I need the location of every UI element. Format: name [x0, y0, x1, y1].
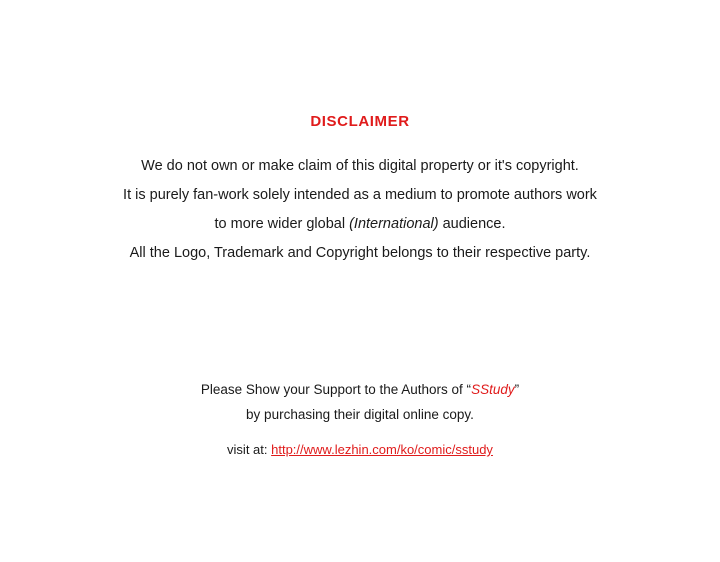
- page-title: DISCLAIMER: [310, 113, 410, 130]
- disclaimer-line-2: It is purely fan-work solely intended as a medium to promote authors work: [123, 187, 597, 203]
- disclaimer-line-3-italic: (International): [349, 216, 439, 232]
- disclaimer-line-3: [0, 210, 720, 239]
- disclaimer-line-1: We do not own or make claim of this digital property or it's copyright.: [141, 158, 579, 174]
- disclaimer-text-block: [0, 152, 720, 268]
- visit-label: visit at:: [227, 442, 272, 457]
- support-line-1: [0, 377, 720, 402]
- disclaimer-line-3-after: audience.: [438, 216, 506, 232]
- support-line-2: by purchasing their digital online copy.: [246, 407, 474, 422]
- disclaimer-line-3-before: to more wider global: [214, 216, 350, 232]
- disclaimer-line-4: All the Logo, Trademark and Copyright belongs to their respective party.: [129, 245, 591, 261]
- comic-url-link[interactable]: http://www.lezhin.com/ko/comic/sstudy: [271, 442, 493, 457]
- visit-line: [0, 442, 720, 457]
- support-line-1-before: Please Show your Support to the Authors of “: [200, 382, 472, 397]
- support-text-block: [0, 377, 720, 427]
- work-title: SStudy: [471, 382, 515, 397]
- support-line-1-after: ”: [514, 382, 520, 397]
